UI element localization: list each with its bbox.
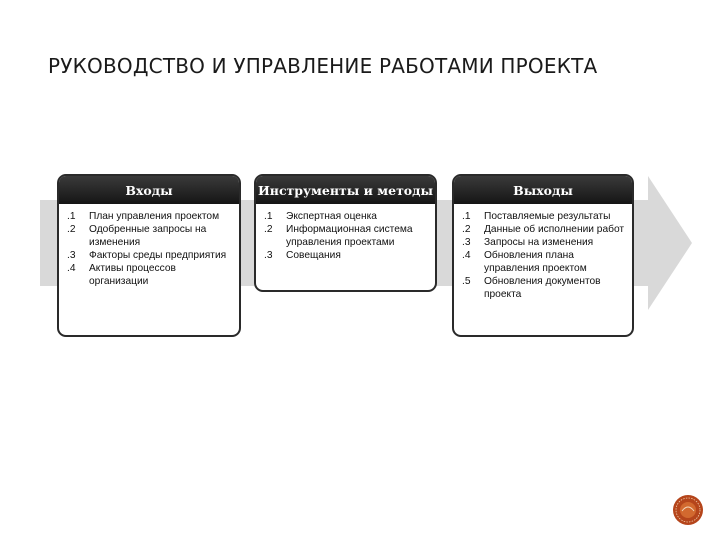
inputs-box (57, 174, 241, 337)
list-item (462, 249, 626, 275)
inputs-box-title: Входы (59, 176, 239, 204)
item-number: .3 (462, 237, 471, 248)
list-item (67, 210, 233, 223)
tools-list (256, 204, 435, 266)
item-number: .1 (264, 211, 273, 222)
tools-box-title: Инструменты и методы (256, 176, 435, 204)
item-text: Факторы среды предприятия (89, 250, 227, 261)
slide-title: РУКОВОДСТВО И УПРАВЛЕНИЕ РАБОТАМИ ПРОЕКТА (48, 54, 598, 78)
list-item (67, 262, 233, 288)
item-number: .3 (264, 250, 273, 261)
list-item (462, 275, 626, 301)
item-text: Обновления документов проекта (484, 276, 601, 300)
item-text: Активы процессов организации (89, 263, 176, 287)
list-item (462, 223, 626, 236)
list-item (264, 210, 429, 223)
item-text: Совещания (286, 250, 341, 261)
item-number: .1 (462, 211, 471, 222)
item-text: Информационная система управления проектами (286, 224, 413, 248)
list-item (462, 210, 626, 223)
item-text: Обновления плана управления проектом (484, 250, 587, 274)
list-item (462, 236, 626, 249)
item-text: Экспертная оценка (286, 211, 377, 222)
outputs-list (454, 204, 632, 305)
item-text: Запросы на изменения (484, 237, 594, 248)
inputs-list (59, 204, 239, 292)
item-number: .1 (67, 211, 76, 222)
item-text: Одобренные запросы на изменения (89, 224, 207, 248)
item-number: .2 (264, 224, 273, 235)
item-number: .4 (462, 250, 471, 261)
list-item (67, 249, 233, 262)
item-number: .4 (67, 263, 76, 274)
orange-circle-logo-icon (672, 494, 704, 526)
tools-box (254, 174, 437, 292)
list-item (264, 223, 429, 249)
item-number: .2 (67, 224, 76, 235)
outputs-box-title: Выходы (454, 176, 632, 204)
item-number: .3 (67, 250, 76, 261)
list-item (264, 249, 429, 262)
item-text: План управления проектом (89, 211, 220, 222)
item-number: .2 (462, 224, 471, 235)
list-item (67, 223, 233, 249)
outputs-box (452, 174, 634, 337)
item-text: Поставляемые результаты (484, 211, 611, 222)
item-number: .5 (462, 276, 471, 287)
item-text: Данные об исполнении работ (484, 224, 625, 235)
